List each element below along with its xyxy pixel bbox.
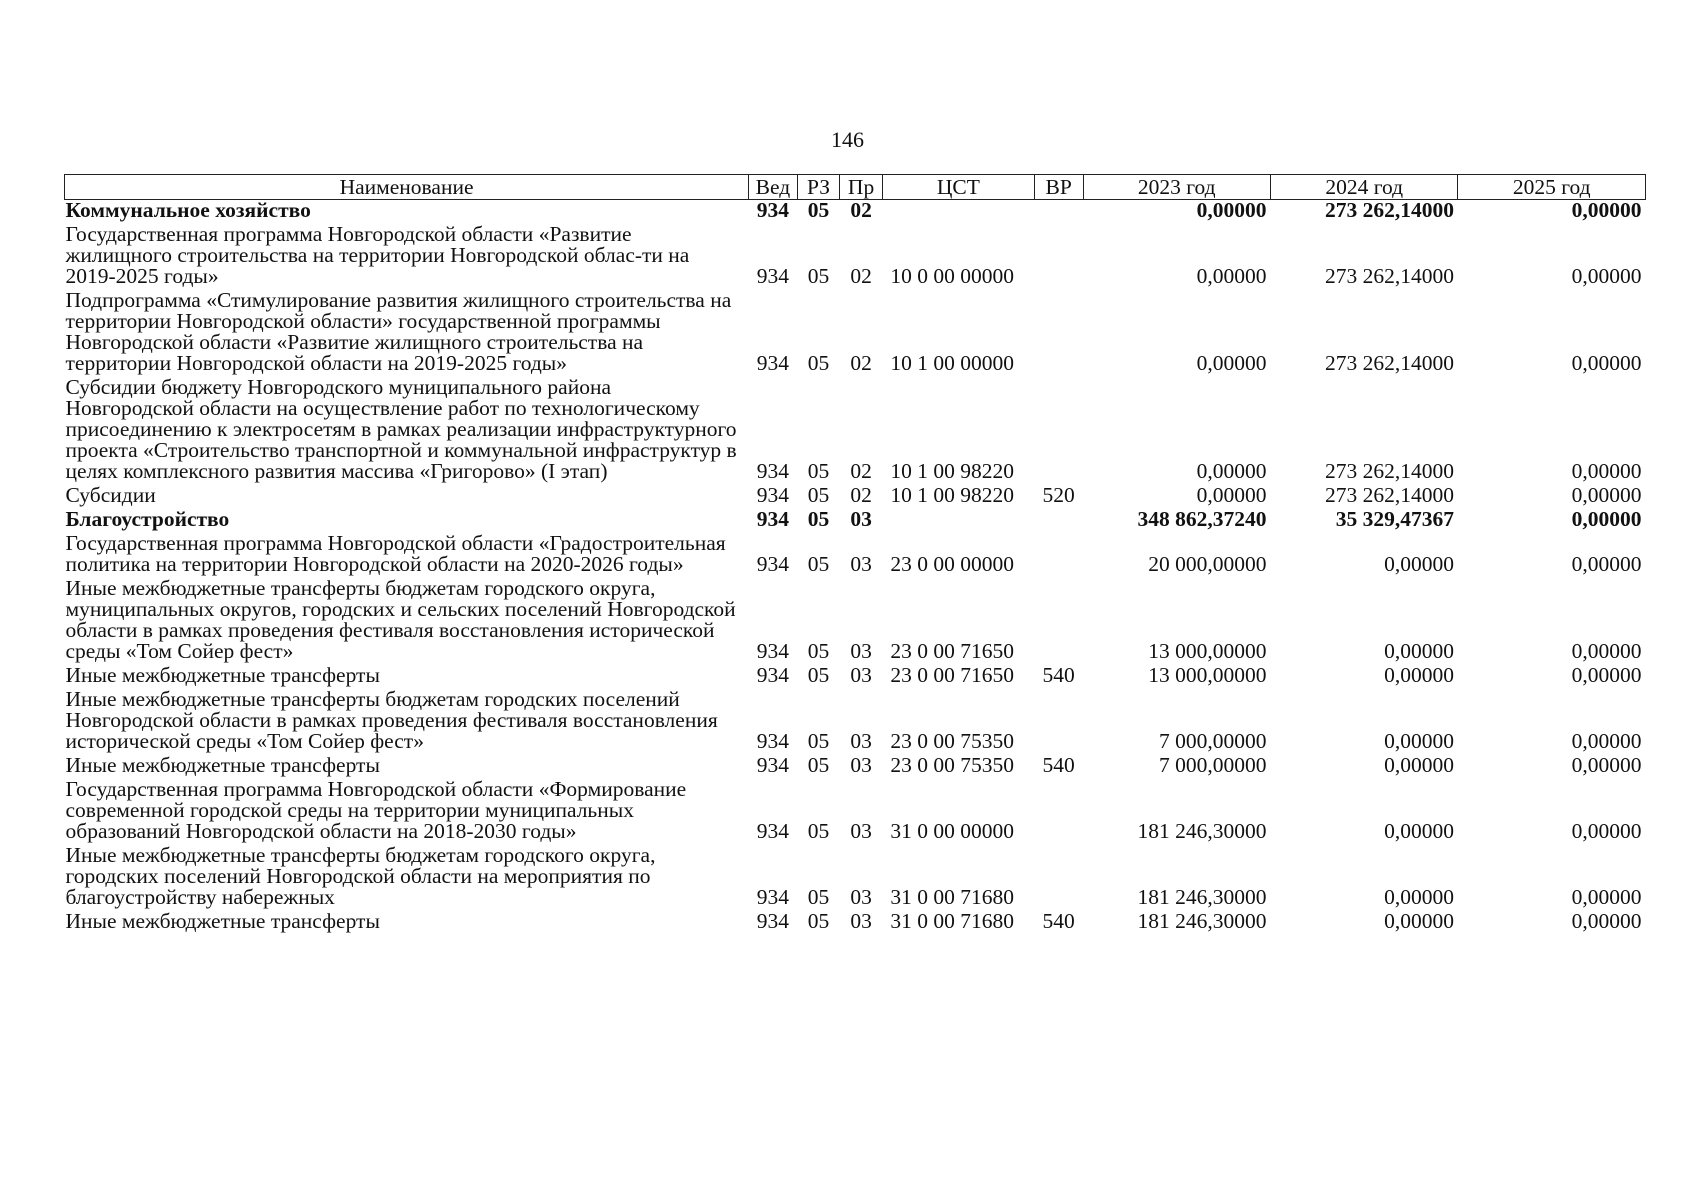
row-cst: 23 0 00 75350: [890, 753, 1014, 777]
row-2025: 0,00000: [1571, 198, 1642, 222]
row-vr: [1034, 845, 1083, 911]
row-2025: 0,00000: [1571, 819, 1642, 843]
row-vr: [1034, 533, 1083, 578]
row-vr: [1034, 689, 1083, 755]
row-rz: 05: [807, 264, 830, 288]
row-cst: 10 1 00 98220: [890, 483, 1014, 507]
table-row: [65, 845, 1646, 911]
row-2025: 0,00000: [1571, 663, 1642, 687]
row-2023: 348 862,37240: [1137, 507, 1267, 531]
table-body: [65, 200, 1646, 936]
row-rz: 05: [807, 885, 830, 909]
row-2024: 273 262,14000: [1324, 198, 1454, 222]
row-rz: 05: [807, 729, 830, 753]
row-pr: 03: [850, 819, 872, 843]
row-ved: 934: [756, 885, 790, 909]
row-name: Иные межбюджетные трансферты: [65, 753, 380, 777]
row-pr: 02: [850, 483, 872, 507]
row-rz: 05: [807, 819, 830, 843]
table-row: [65, 509, 1646, 533]
row-2023: 7 000,00000: [1158, 753, 1267, 777]
row-name: Субсидии: [65, 483, 156, 507]
row-2025: 0,00000: [1571, 753, 1642, 777]
row-cst: 23 0 00 71650: [890, 639, 1014, 663]
row-vr: 520: [1042, 483, 1075, 507]
header-rz: РЗ: [797, 175, 840, 200]
row-ved: 934: [756, 729, 790, 753]
table-row: [65, 578, 1646, 665]
row-2023: 20 000,00000: [1148, 552, 1267, 576]
row-ved: 934: [756, 507, 790, 531]
row-pr: 03: [850, 639, 872, 663]
header-2023: 2023 год: [1083, 175, 1270, 200]
row-pr: 02: [850, 264, 872, 288]
row-vr: [1034, 509, 1083, 533]
row-rz: 05: [807, 198, 830, 222]
row-rz: 05: [807, 909, 830, 933]
row-2024: 0,00000: [1384, 552, 1454, 576]
row-rz: 05: [807, 507, 830, 531]
row-2024: 0,00000: [1384, 753, 1454, 777]
table-row: [65, 377, 1646, 485]
row-pr: 02: [850, 198, 872, 222]
row-pr: 03: [850, 909, 872, 933]
table-row: [65, 911, 1646, 935]
row-ved: 934: [756, 459, 790, 483]
table-row: [65, 224, 1646, 290]
row-ved: 934: [756, 198, 790, 222]
row-name: Государственная программа Новгородской области «Развитие жилищного строительства на территории Новгородской облас-ти на 2019-2025 годы»: [65, 222, 690, 288]
row-2023: 181 246,30000: [1137, 909, 1267, 933]
row-vr: 540: [1042, 909, 1075, 933]
row-name: Иные межбюджетные трансферты: [65, 663, 380, 687]
row-ved: 934: [756, 552, 790, 576]
row-rz: 05: [807, 459, 830, 483]
row-2023: 0,00000: [1196, 459, 1267, 483]
row-vr: [1034, 200, 1083, 225]
row-2025: 0,00000: [1571, 639, 1642, 663]
budget-table: [64, 174, 1646, 935]
row-ved: 934: [756, 819, 790, 843]
row-2023: 7 000,00000: [1158, 729, 1267, 753]
row-rz: 05: [807, 351, 830, 375]
table-row: [65, 665, 1646, 689]
row-2024: 273 262,14000: [1324, 483, 1454, 507]
header-ved: Вед: [749, 175, 798, 200]
header-cst: ЦСТ: [882, 175, 1034, 200]
table-row: [65, 290, 1646, 377]
header-pr: Пр: [840, 175, 883, 200]
row-cst: [882, 509, 1034, 533]
table-row: [65, 779, 1646, 845]
row-2023: 13 000,00000: [1148, 639, 1267, 663]
row-2024: 0,00000: [1384, 663, 1454, 687]
table-row: [65, 689, 1646, 755]
row-2025: 0,00000: [1571, 459, 1642, 483]
page-number: 146: [831, 127, 864, 152]
row-vr: [1034, 290, 1083, 377]
row-pr: 03: [850, 753, 872, 777]
row-2024: 0,00000: [1384, 639, 1454, 663]
table-row: [65, 485, 1646, 509]
row-name: Иные межбюджетные трансферты бюджетам городского округа, городских поселений Новгородской области на мероприятия по благоустройству набережных: [65, 843, 656, 909]
header-name: Наименование: [65, 175, 749, 200]
row-pr: 03: [850, 552, 872, 576]
row-2025: 0,00000: [1571, 909, 1642, 933]
header-2025: 2025 год: [1458, 175, 1646, 200]
row-name: Благоустройство: [65, 507, 230, 531]
row-cst: 23 0 00 75350: [890, 729, 1014, 753]
row-2024: 0,00000: [1384, 909, 1454, 933]
row-2023: 0,00000: [1196, 198, 1267, 222]
row-name: Иные межбюджетные трансферты: [65, 909, 380, 933]
row-rz: 05: [807, 552, 830, 576]
row-ved: 934: [756, 639, 790, 663]
row-name: Субсидии бюджету Новгородского муниципального района Новгородской области на осуществление работ по технологическому присоединению к электросетям в рамках реализации инфраструктурного проекта «Строительство транспортной и коммунальной инфраструктур в целях комплексного развития массива «Григорово» (I этап): [65, 375, 737, 483]
row-cst: 23 0 00 71650: [890, 663, 1014, 687]
row-ved: 934: [756, 483, 790, 507]
row-vr: [1034, 578, 1083, 665]
row-rz: 05: [807, 483, 830, 507]
row-ved: 934: [756, 663, 790, 687]
row-pr: 02: [850, 351, 872, 375]
row-cst: 23 0 00 00000: [890, 552, 1014, 576]
table-row: [65, 755, 1646, 779]
row-pr: 03: [850, 507, 872, 531]
row-2023: 181 246,30000: [1137, 885, 1267, 909]
row-cst: [882, 200, 1034, 225]
row-2023: 0,00000: [1196, 351, 1267, 375]
table-row: [65, 200, 1646, 225]
row-2023: 181 246,30000: [1137, 819, 1267, 843]
row-vr: [1034, 224, 1083, 290]
row-2025: 0,00000: [1571, 264, 1642, 288]
row-ved: 934: [756, 753, 790, 777]
row-2024: 273 262,14000: [1324, 459, 1454, 483]
row-ved: 934: [756, 909, 790, 933]
row-cst: 31 0 00 00000: [890, 819, 1014, 843]
row-name: Государственная программа Новгородской области «Формирование современной городской среды на территории муниципальных образований Новгородской области на 2018-2030 годы»: [65, 777, 687, 843]
row-2023: 0,00000: [1196, 264, 1267, 288]
row-name: Подпрограмма «Стимулирование развития жилищного строительства на территории Новгородской области» государственной программы Новгородской области «Развитие жилищного строительства на территории Новгородской области на 2019-2025 годы»: [65, 288, 732, 375]
row-2025: 0,00000: [1571, 351, 1642, 375]
row-cst: 31 0 00 71680: [890, 909, 1014, 933]
table-header: [65, 175, 1646, 200]
row-ved: 934: [756, 351, 790, 375]
row-name: Иные межбюджетные трансферты бюджетам городского округа, муниципальных округов, городских и сельских поселений Новгородской области в рамках проведения фестиваля восстановления исторической среды «Том Сойер фест»: [65, 576, 736, 663]
row-vr: 540: [1042, 753, 1075, 777]
row-pr: 02: [850, 459, 872, 483]
row-2023: 13 000,00000: [1148, 663, 1267, 687]
row-2025: 0,00000: [1571, 729, 1642, 753]
row-name: Иные межбюджетные трансферты бюджетам городских поселений Новгородской области в рамках проведения фестиваля восстановления исторической среды «Том Сойер фест»: [65, 687, 718, 753]
row-pr: 03: [850, 885, 872, 909]
row-2024: 0,00000: [1384, 885, 1454, 909]
row-cst: 10 1 00 98220: [890, 459, 1014, 483]
row-2025: 0,00000: [1571, 552, 1642, 576]
row-rz: 05: [807, 639, 830, 663]
row-cst: 31 0 00 71680: [890, 885, 1014, 909]
row-ved: 934: [756, 264, 790, 288]
row-rz: 05: [807, 663, 830, 687]
row-2024: 35 329,47367: [1335, 507, 1454, 531]
row-vr: 540: [1042, 663, 1075, 687]
row-rz: 05: [807, 753, 830, 777]
row-2024: 273 262,14000: [1324, 351, 1454, 375]
row-2023: 0,00000: [1196, 483, 1267, 507]
row-2025: 0,00000: [1571, 507, 1642, 531]
row-name: Государственная программа Новгородской области «Градостроительная политика на территории Новгородской области на 2020-2026 годы»: [65, 531, 726, 576]
row-2025: 0,00000: [1571, 885, 1642, 909]
row-vr: [1034, 779, 1083, 845]
row-cst: 10 1 00 00000: [890, 351, 1014, 375]
row-name: Коммунальное хозяйство: [65, 198, 311, 222]
row-vr: [1034, 377, 1083, 485]
table-row: [65, 533, 1646, 578]
row-2024: 273 262,14000: [1324, 264, 1454, 288]
row-2025: 0,00000: [1571, 483, 1642, 507]
header-vr: ВР: [1034, 175, 1083, 200]
row-cst: 10 0 00 00000: [890, 264, 1014, 288]
row-2024: 0,00000: [1384, 729, 1454, 753]
header-2024: 2024 год: [1270, 175, 1457, 200]
row-2024: 0,00000: [1384, 819, 1454, 843]
row-pr: 03: [850, 729, 872, 753]
row-pr: 03: [850, 663, 872, 687]
